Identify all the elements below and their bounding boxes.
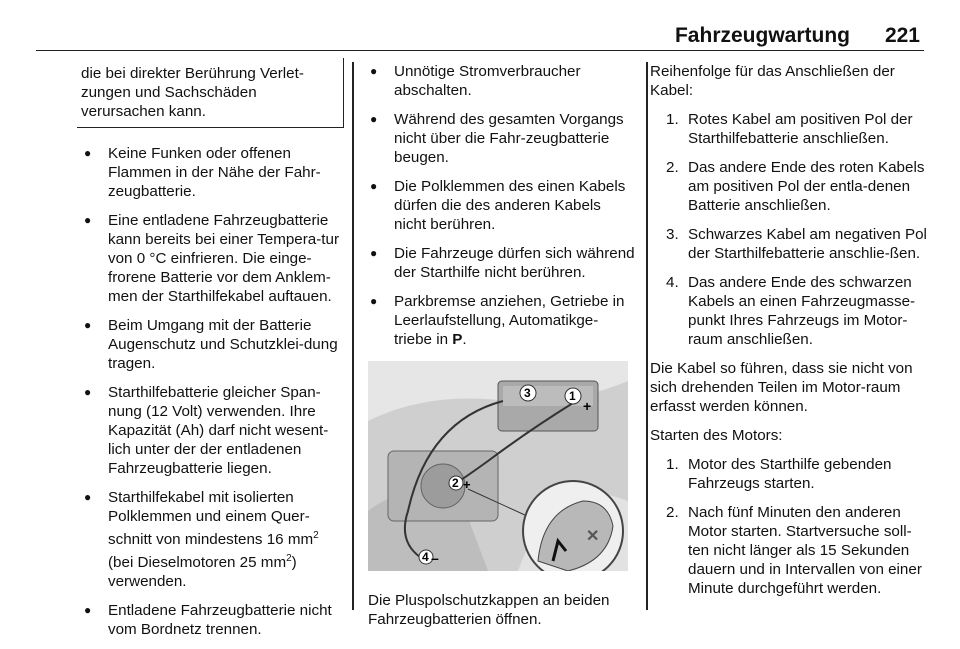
plus-symbol-1: + [583,398,592,414]
label-2: 2 [452,476,459,490]
step-number: 2. [666,504,679,521]
column-divider-2 [646,62,648,610]
step-number: 1. [666,456,679,473]
step-text: Nach fünf Minuten den anderen Motor starten. Startversuche soll-ten nicht länger als 15 Sekunden dauern und in Intervallen von einer Minute durchgeführt werden. [688,504,922,597]
list-item [82,488,344,591]
list-item: ● Starthilfebatterie gleicher Span-nung (12 Volt) verwenden. Ihre Kapazität (Ah) darf nicht wesent-lich unter der der entladenen Fahrzeugbatterie liegen. [82,383,344,478]
list-item: ● Beim Umgang mit der Batterie Augenschutz und Schutzklei-dung tragen. [82,316,344,373]
minus-symbol: – [431,550,439,566]
figure-caption: Die Pluspolschutzkappen an beiden Fahrzeugbatterien öffnen. [368,592,610,628]
cross-symbol: ✕ [586,528,600,545]
step-text: Rotes Kabel am positiven Pol der Starthilfebatterie anschließen. [688,111,913,147]
cable-text-3: ) verwenden. [108,554,297,591]
list-item: ● Keine Funken oder offenen Flammen in der Nähe der Fahr-zeugbatterie. [82,144,344,201]
superscript-2b: 2 [286,553,292,565]
step-number: 2. [666,159,679,176]
column-divider-1 [352,62,354,610]
label-1: 1 [569,389,576,403]
list-item [666,158,930,215]
warning-box [77,58,344,128]
list-item [666,110,930,148]
warning-text: die bei direkter Berührung Verlet-zungen und Sachschäden verursachen kann. [81,65,304,120]
list-item [368,292,636,349]
connection-steps [650,110,930,349]
list-item [666,273,930,349]
list-item: ● Eine entladene Fahrzeugbatterie kann bereits bei einer Tempera-tur von 0 °C einfrieren. Die einge-frorene Batterie vor dem Anklem-men der Starthilfekabel auftauen. [82,211,344,306]
list-item [666,455,930,493]
list-item: ● Die Polklemmen des einen Kabels dürfen die des anderen Kabels nicht berühren. [368,177,636,234]
superscript-2a: 2 [313,530,319,541]
cable-text-1: Starthilfekabel mit isolierten Polklemmen und einem Quer-schnitt von mindestens 16 mm [108,489,314,549]
engine-bay-illustration [368,361,628,571]
column-2 [368,62,636,639]
column-3 [650,62,930,608]
list-item: ● Entladene Fahrzeugbatterie nicht vom Bordnetz trennen. [82,601,344,639]
step-text: Motor des Starthilfe gebenden Fahrzeugs starten. [688,456,892,492]
start-heading: Starten des Motors: [650,427,783,444]
precaution-list-2 [368,62,636,349]
section-title: Fahrzeugwartung [674,24,850,47]
list-item [666,503,930,598]
page-number: 221 [884,24,920,47]
routing-paragraph: Die Kabel so führen, dass sie nicht von sich drehenden Teilen im Motor-raum erfasst werden können. [650,360,913,415]
gear-p: P [452,331,463,348]
list-item: ● Während des gesamten Vorgangs nicht über die Fahr-zeugbatterie beugen. [368,110,636,167]
plus-symbol-2: + [463,477,471,492]
engine-bay-drawing [368,361,628,571]
step-text: Das andere Ende des schwarzen Kabels an einen Fahrzeugmasse-punkt Ihres Fahrzeugs im Motor-raum anschließen. [688,274,916,348]
brake-text-end: . [462,331,467,348]
page-header [36,0,924,51]
label-4: 4 [422,550,429,564]
precaution-list [82,144,344,639]
brake-text: Parkbremse anziehen, Getriebe in Leerlaufstellung, Automatikge-triebe in [394,293,625,348]
step-number: 3. [666,226,679,243]
step-number: 1. [666,111,679,128]
list-item: ● Unnötige Stromverbraucher abschalten. [368,62,636,100]
step-text: Das andere Ende des roten Kabels am positiven Pol der entla-denen Batterie anschließen. [688,159,925,214]
sequence-intro: Reihenfolge für das Anschließen der Kabel: [650,63,895,99]
step-number: 4. [666,274,679,291]
label-3: 3 [524,386,531,400]
start-steps [650,455,930,598]
list-item [666,225,930,263]
list-item: ● Die Fahrzeuge dürfen sich während der Starthilfe nicht berühren. [368,244,636,282]
column-1 [82,62,344,649]
step-text: Schwarzes Kabel am negativen Pol der Starthilfebatterie anschlie-ßen. [688,226,927,262]
cable-text-2: (bei Dieselmotoren 25 mm [108,554,287,572]
